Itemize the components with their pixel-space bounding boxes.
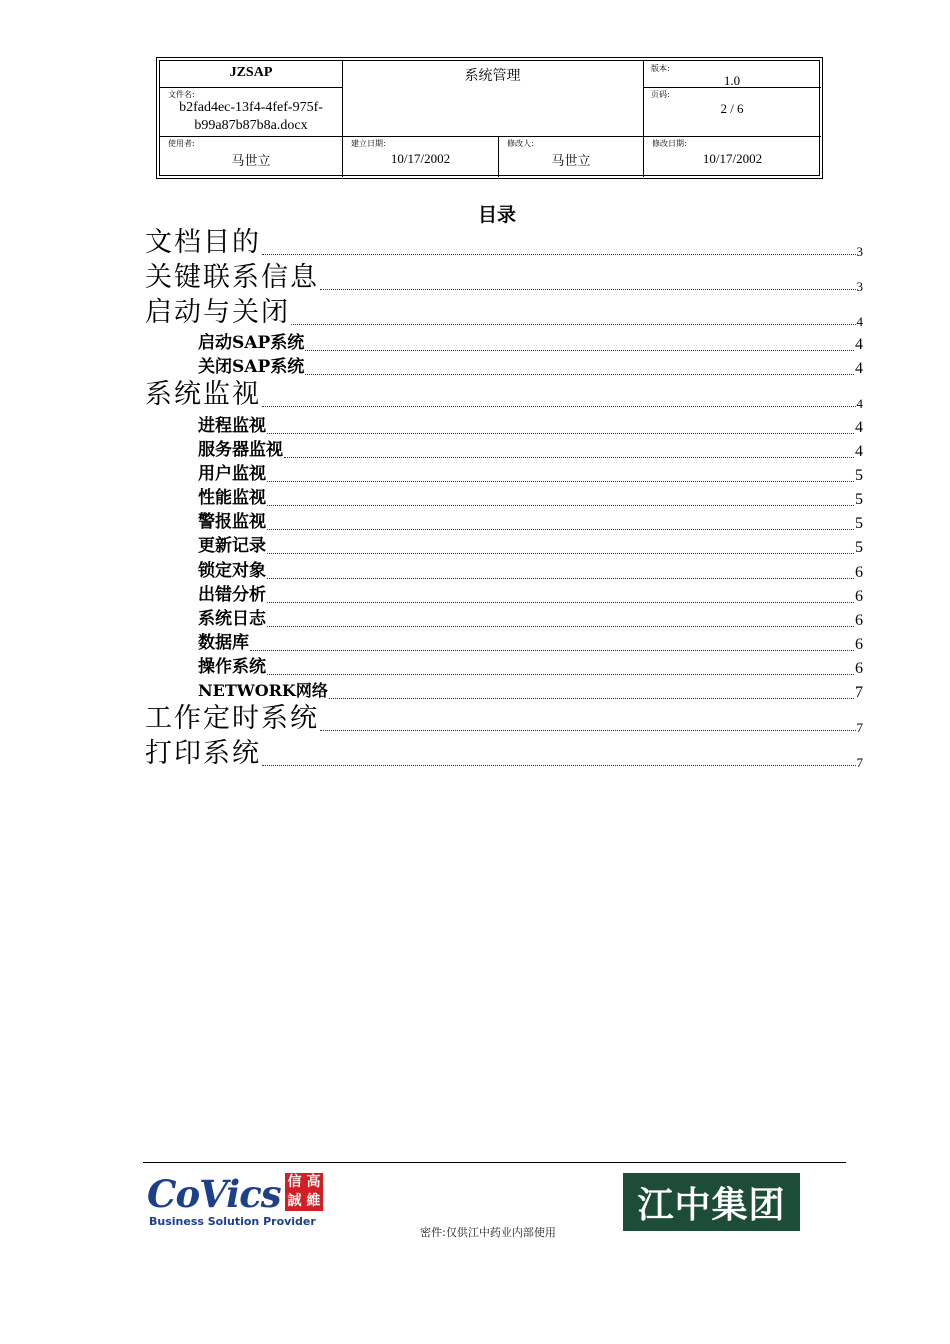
jiangzhong-logo-text: 江中集团 (637, 1184, 786, 1226)
toc-entry-page: 4 (855, 360, 863, 377)
toc-leader (267, 552, 854, 554)
modified-date: 10/17/2002 (702, 151, 763, 166)
user-label: 使用者: (168, 139, 195, 148)
toc-entry-page: 6 (855, 612, 863, 629)
toc-entry[interactable] (198, 438, 863, 462)
toc-entry-page: 4 (855, 419, 863, 436)
toc-entry-page: 5 (855, 515, 863, 532)
toc-entry[interactable] (198, 559, 863, 583)
toc-entry-page: 5 (855, 539, 863, 556)
toc-entry[interactable] (145, 737, 863, 771)
modified-label: 修改日期: (652, 139, 687, 148)
covics-badge-char: 誠 (287, 1193, 302, 1209)
page-number: 2 / 6 (720, 101, 744, 116)
toc-entry-page: 4 (856, 396, 863, 411)
toc-entry[interactable] (198, 679, 863, 703)
toc-leader (267, 577, 854, 579)
toc-entry-label: 数据库 (198, 633, 249, 653)
toc-entry[interactable] (198, 631, 863, 655)
toc-title: 目录 (477, 204, 516, 226)
toc-entry-page: 6 (855, 564, 863, 581)
toc-entry-page: 6 (855, 588, 863, 605)
toc-leader (267, 504, 854, 506)
file-name-cell (160, 87, 342, 136)
toc-entry[interactable] (145, 261, 863, 295)
user-value: 马世立 (231, 154, 271, 169)
modified-cell (644, 136, 821, 177)
version-value: 1.0 (723, 73, 741, 88)
toc-entry-label: 系统监视 (145, 379, 261, 410)
toc-entry-label: 操作系统 (198, 657, 266, 677)
toc-entry[interactable] (198, 607, 863, 631)
toc-leader (262, 764, 856, 766)
covics-logo-word: CoVics (147, 1172, 281, 1216)
toc-entry[interactable] (145, 226, 863, 260)
user-cell (160, 136, 342, 177)
company-name: JZSAP (229, 65, 273, 80)
jiangzhong-group-logo (623, 1173, 800, 1231)
toc-entry-page: 6 (855, 636, 863, 653)
toc-leader (329, 697, 854, 699)
covics-badge-char: 維 (306, 1193, 321, 1209)
toc-entry-label: 系统日志 (198, 609, 266, 629)
toc-entry[interactable] (198, 583, 863, 607)
toc-leader (267, 432, 854, 434)
covics-tagline: Business Solution Provider (149, 1215, 316, 1228)
toc-entry[interactable] (198, 414, 863, 438)
toc-entry-page: 7 (856, 755, 863, 770)
created-label: 建立日期: (351, 139, 386, 148)
page-cell (643, 87, 821, 136)
covics-logo-badge (285, 1173, 323, 1211)
version-cell (643, 61, 821, 87)
toc-entry[interactable] (198, 355, 863, 379)
toc-leader (267, 625, 854, 627)
toc-entry-label: 关键联系信息 (145, 262, 319, 293)
modifier-cell (499, 136, 643, 177)
toc-entry[interactable] (145, 378, 863, 412)
file-name-line1: b2fad4ec-13f4-4fef-975f- (179, 100, 323, 115)
toc-leader (250, 649, 854, 651)
toc-leader (305, 349, 854, 351)
toc-entry-label: 更新记录 (198, 536, 266, 556)
toc-entry-label: 服务器监视 (198, 440, 283, 460)
version-label: 版本: (651, 64, 670, 73)
created-cell (343, 136, 498, 177)
toc-entry-label: 文档目的 (145, 227, 261, 258)
toc-entry-label: 启动与关闭 (145, 297, 290, 328)
header-inner-border (159, 60, 820, 176)
toc-entry-page: 3 (856, 244, 863, 259)
covics-logo (147, 1170, 332, 1232)
created-date: 10/17/2002 (390, 151, 451, 166)
toc-entry-label: 打印系统 (145, 738, 261, 769)
toc-entry-label: 性能监视 (198, 488, 266, 508)
file-name-line2: b99a87b87b8a.docx (194, 118, 308, 133)
toc-entry-label: NETWORK网络 (198, 681, 328, 700)
confidential-note: 密件:仅供江中药业内部使用 (420, 1226, 556, 1239)
toc-entry-page: 4 (855, 443, 863, 460)
toc-leader (262, 253, 856, 255)
toc-entry-page: 3 (856, 279, 863, 294)
toc-entry-label: 进程监视 (198, 416, 266, 436)
toc-entry[interactable] (198, 510, 863, 534)
covics-badge-char: 高 (306, 1174, 321, 1190)
toc-entry-label: 警报监视 (198, 512, 266, 532)
toc-entry-label: 锁定对象 (198, 561, 266, 581)
toc-entry-label: 启动SAP系统 (198, 333, 305, 353)
toc-leader (305, 373, 854, 375)
toc-entry-page: 4 (855, 336, 863, 353)
toc-leader (267, 673, 854, 675)
file-name-label: 文件名: (168, 90, 195, 99)
toc-leader (284, 456, 854, 458)
toc-entry-page: 7 (855, 684, 863, 701)
toc-entry-page: 7 (856, 720, 863, 735)
toc-leader (267, 601, 854, 603)
document-header-table (156, 57, 823, 179)
toc-entry[interactable] (145, 702, 863, 736)
toc-entry-label: 关闭SAP系统 (198, 357, 305, 377)
footer-rule (143, 1162, 846, 1163)
toc-entry[interactable] (198, 331, 863, 355)
page-label: 页码: (651, 90, 670, 99)
toc-leader (291, 323, 856, 325)
toc-leader (320, 288, 856, 290)
toc-entry-label: 工作定时系统 (145, 703, 319, 734)
toc-entry[interactable] (198, 462, 863, 486)
toc-entry-label: 用户监视 (198, 464, 266, 484)
document-title: 系统管理 (464, 68, 521, 84)
toc-leader (267, 480, 854, 482)
toc-entry[interactable] (145, 296, 863, 330)
covics-badge-char: 信 (287, 1174, 302, 1190)
toc-leader (267, 528, 854, 530)
modifier-value: 马世立 (551, 154, 591, 169)
toc-entry-page: 4 (856, 314, 863, 329)
toc-entry[interactable] (198, 655, 863, 679)
modifier-label: 修改人: (507, 139, 534, 148)
toc-entry-page: 6 (855, 660, 863, 677)
toc-entry-page: 5 (855, 467, 863, 484)
toc-entry-page: 5 (855, 491, 863, 508)
toc-entry[interactable] (198, 534, 863, 558)
toc-leader (262, 405, 856, 407)
toc-entry[interactable] (198, 486, 863, 510)
toc-leader (320, 729, 856, 731)
toc-entry-label: 出错分析 (198, 585, 266, 605)
